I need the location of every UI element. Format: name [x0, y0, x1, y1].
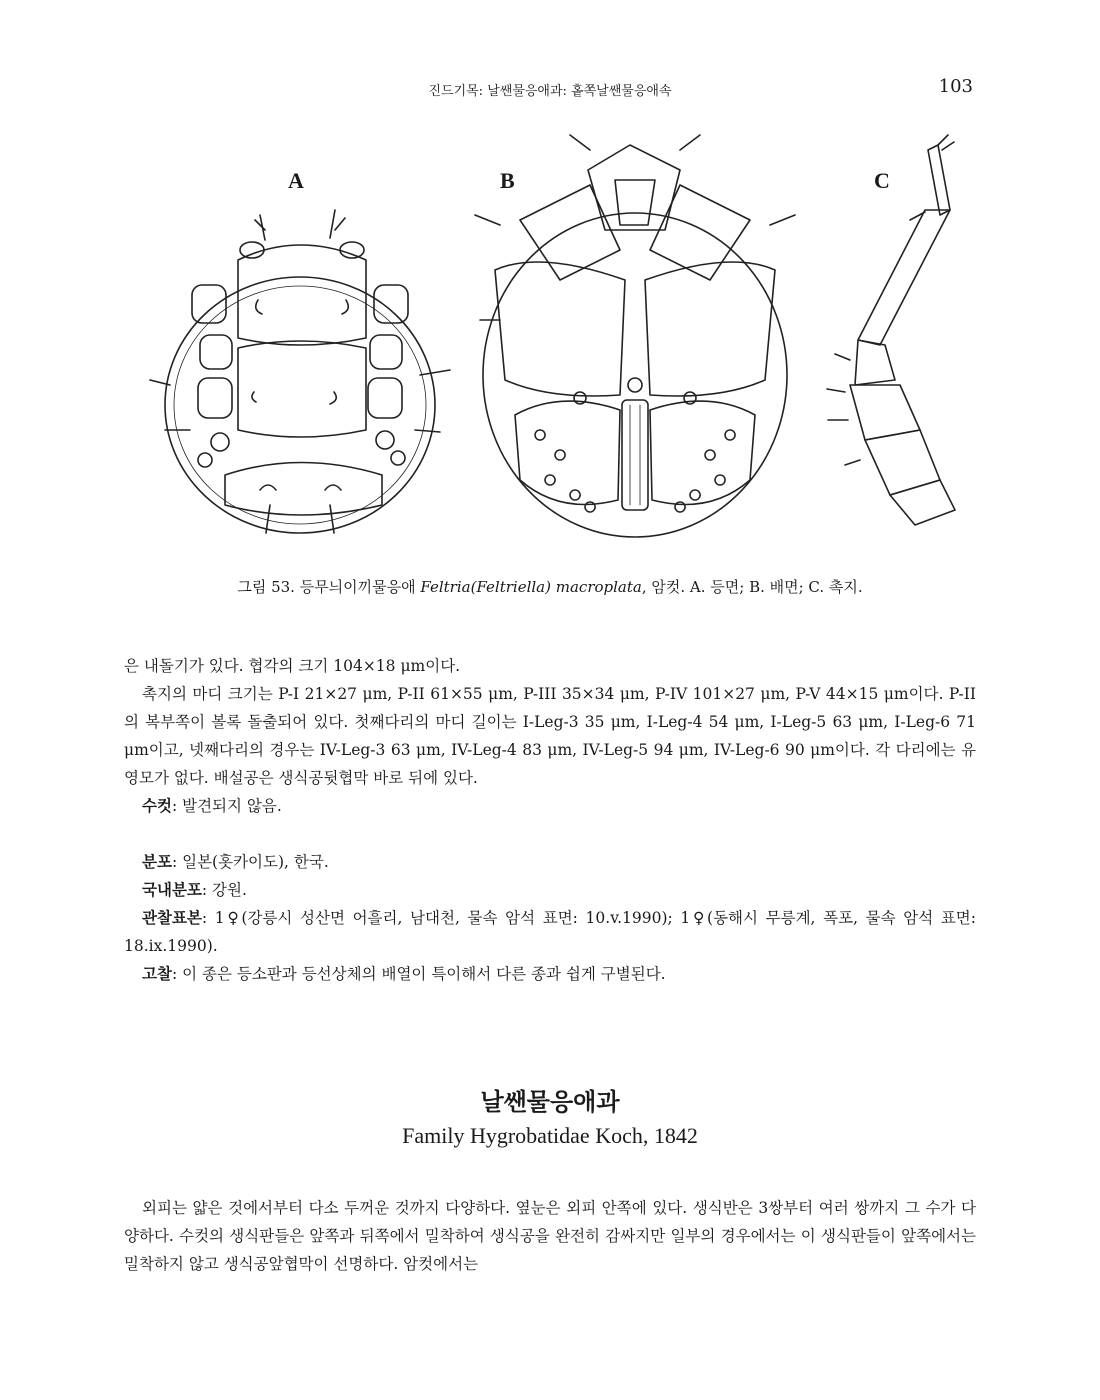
dorsal-view-drawing — [150, 210, 450, 533]
paragraph-domestic — [124, 876, 976, 904]
description-text — [124, 652, 976, 988]
figure-53 — [120, 130, 980, 560]
caption-prefix: 그림 53. 등무늬이끼물응애 — [237, 578, 421, 596]
figure-label-b: B — [500, 168, 515, 193]
domestic-label: 국내분포 — [142, 880, 202, 899]
running-title: 진드기목: 날쌘물응애과: 홑쪽날쌘물응애속 — [428, 84, 672, 99]
caption-subgenus: (Feltriella) — [470, 578, 551, 596]
male-label: 수컷 — [142, 796, 172, 815]
specimen-text: : 1♀(강릉시 성산면 어흘리, 남대천, 물속 암석 표면: 10.v.1990); 1♀(동해시 무릉계, 폭포, 물속 암석 표면: 18.ix.1990). — [124, 909, 976, 955]
paragraph-remarks — [124, 960, 976, 988]
paragraph-male — [124, 792, 976, 820]
distribution-label: 분포 — [142, 852, 172, 871]
caption-species: macroplata — [550, 578, 642, 596]
remark-text: : 이 종은 등소판과 등선상체의 배열이 특이해서 다른 종과 쉽게 구별된다. — [171, 965, 666, 983]
palp-drawing — [827, 135, 955, 525]
male-text: : 발견되지 않음. — [171, 797, 282, 815]
family-title-latin: Family Hygrobatidae Koch, 1842 — [402, 1123, 698, 1148]
figure-label-c: C — [874, 168, 890, 193]
caption-genus: Feltria — [420, 578, 471, 596]
paragraph-specimens — [124, 904, 976, 960]
paragraph-palp-legs: 촉지의 마디 크기는 P-I 21×27 μm, P-II 61×55 μm, P-III 35×34 μm, P-IV 101×27 μm, P-V 44×15 μm이다. P-II의 복부쪽이 볼록 돌출되어 있다. 첫째다리의 마디 길이는 I-Leg-3 35 μm, I-Leg-4 54 μm, I-Leg-5 63 μm, I-Leg-6 71 μm이고, 넷째다리의 경우는 IV-Leg-3 63 μm, IV-Leg-4 83 μm, IV-Leg-5 94 μm, IV-Leg-6 90 μm이다. 각 다리에는 유영모가 없다. 배설공은 생식공뒷협막 바로 뒤에 있다. — [124, 685, 976, 787]
domestic-text: : 강원. — [201, 881, 247, 899]
distribution-text: : 일본(홋카이도), 한국. — [171, 853, 329, 871]
remark-label: 고찰 — [142, 964, 172, 983]
caption-suffix: , 암컷. A. 등면; B. 배면; C. 촉지. — [641, 578, 863, 596]
specimen-label: 관찰표본 — [142, 908, 202, 927]
family-description — [124, 1194, 976, 1278]
mite-illustration — [120, 130, 980, 560]
page-header — [0, 76, 1100, 100]
paragraph-chelicera: 은 내돌기가 있다. 협각의 크기 104×18 μm이다. — [124, 657, 461, 675]
paragraph-distribution — [124, 848, 976, 876]
page-number: 103 — [938, 76, 973, 97]
family-title-korean: 날쌘물응애과 — [480, 1087, 620, 1116]
family-heading — [0, 1082, 1100, 1149]
paragraph-family-intro: 외피는 얇은 것에서부터 다소 두꺼운 것까지 다양하다. 옆눈은 외피 안쪽에 있다. 생식반은 3쌍부터 여러 쌍까지 그 수가 다양하다. 수컷의 생식판들은 앞쪽과 뒤쪽에서 밀착하여 생식공을 완전히 감싸지만 일부의 경우에서는 이 생식판들이 앞쪽에서는 밀착하지 않고 생식공앞협막이 선명하다. 암컷에서는 — [124, 1199, 976, 1273]
figure-caption — [0, 576, 1100, 597]
figure-label-a: A — [288, 168, 304, 193]
ventral-view-drawing — [475, 135, 795, 537]
